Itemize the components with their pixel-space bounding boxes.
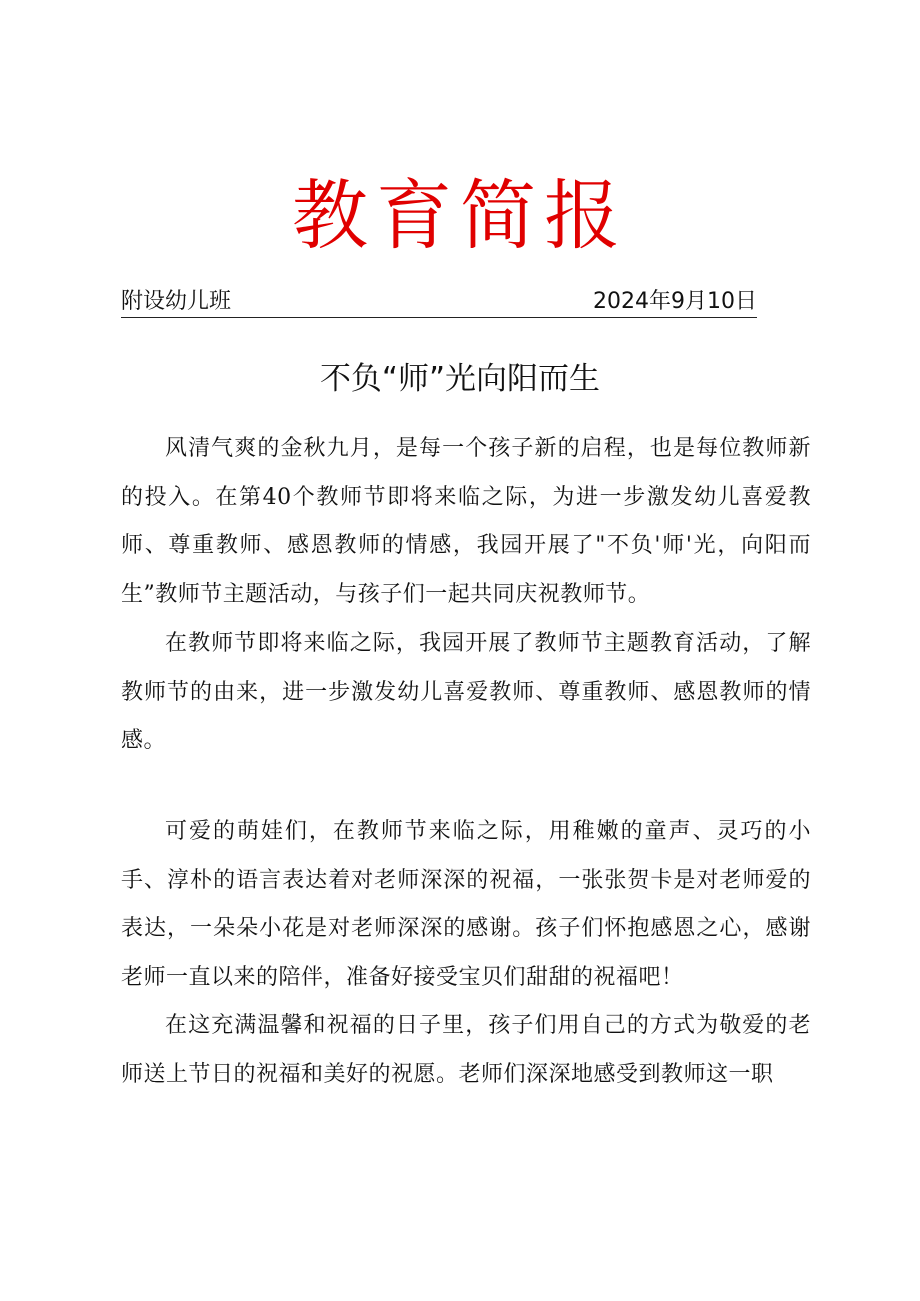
department-label: 附设幼儿班 <box>121 289 232 314</box>
article-paragraph-3: 可爱的萌娃们，在教师节来临之际，用稚嫩的童声、灵巧的小手、淳朴的语言表达着对老师深深的祝福，一张张贺卡是对老师爱的表达，一朵朵小花是对老师深深的感谢。孩子们怀抱感恩之心，感谢老师一直以来的陪伴，准备好接受宝贝们甜甜的祝福吧！ <box>121 819 811 990</box>
issue-date: 2024年9月10日 <box>593 289 757 314</box>
masthead-title: 教育简报 <box>292 171 628 260</box>
article-paragraph-2: 在教师节即将来临之际，我园开展了教师节主题教育活动，了解教师节的由来，进一步激发幼儿喜爱教师、尊重教师、感恩教师的情感。 <box>121 631 811 753</box>
article-paragraph-4: 在这充满温馨和祝福的日子里，孩子们用自己的方式为敬爱的老师送上节日的祝福和美好的祝愿。老师们深深地感受到教师这一职 <box>121 1013 811 1087</box>
info-line <box>121 287 757 318</box>
article-headline: 不负“师”光向阳而生 <box>319 361 601 397</box>
article-paragraph-1: 风清气爽的金秋九月，是每一个孩子新的启程，也是每位教师新的投入。在第40个教师节即将来临之际，为进一步激发幼儿喜爱教师、尊重教师、感恩教师的情感，我园开展了"不负'师'光，向阳而生”教师节主题活动，与孩子们一起共同庆祝教师节。 <box>121 436 811 607</box>
